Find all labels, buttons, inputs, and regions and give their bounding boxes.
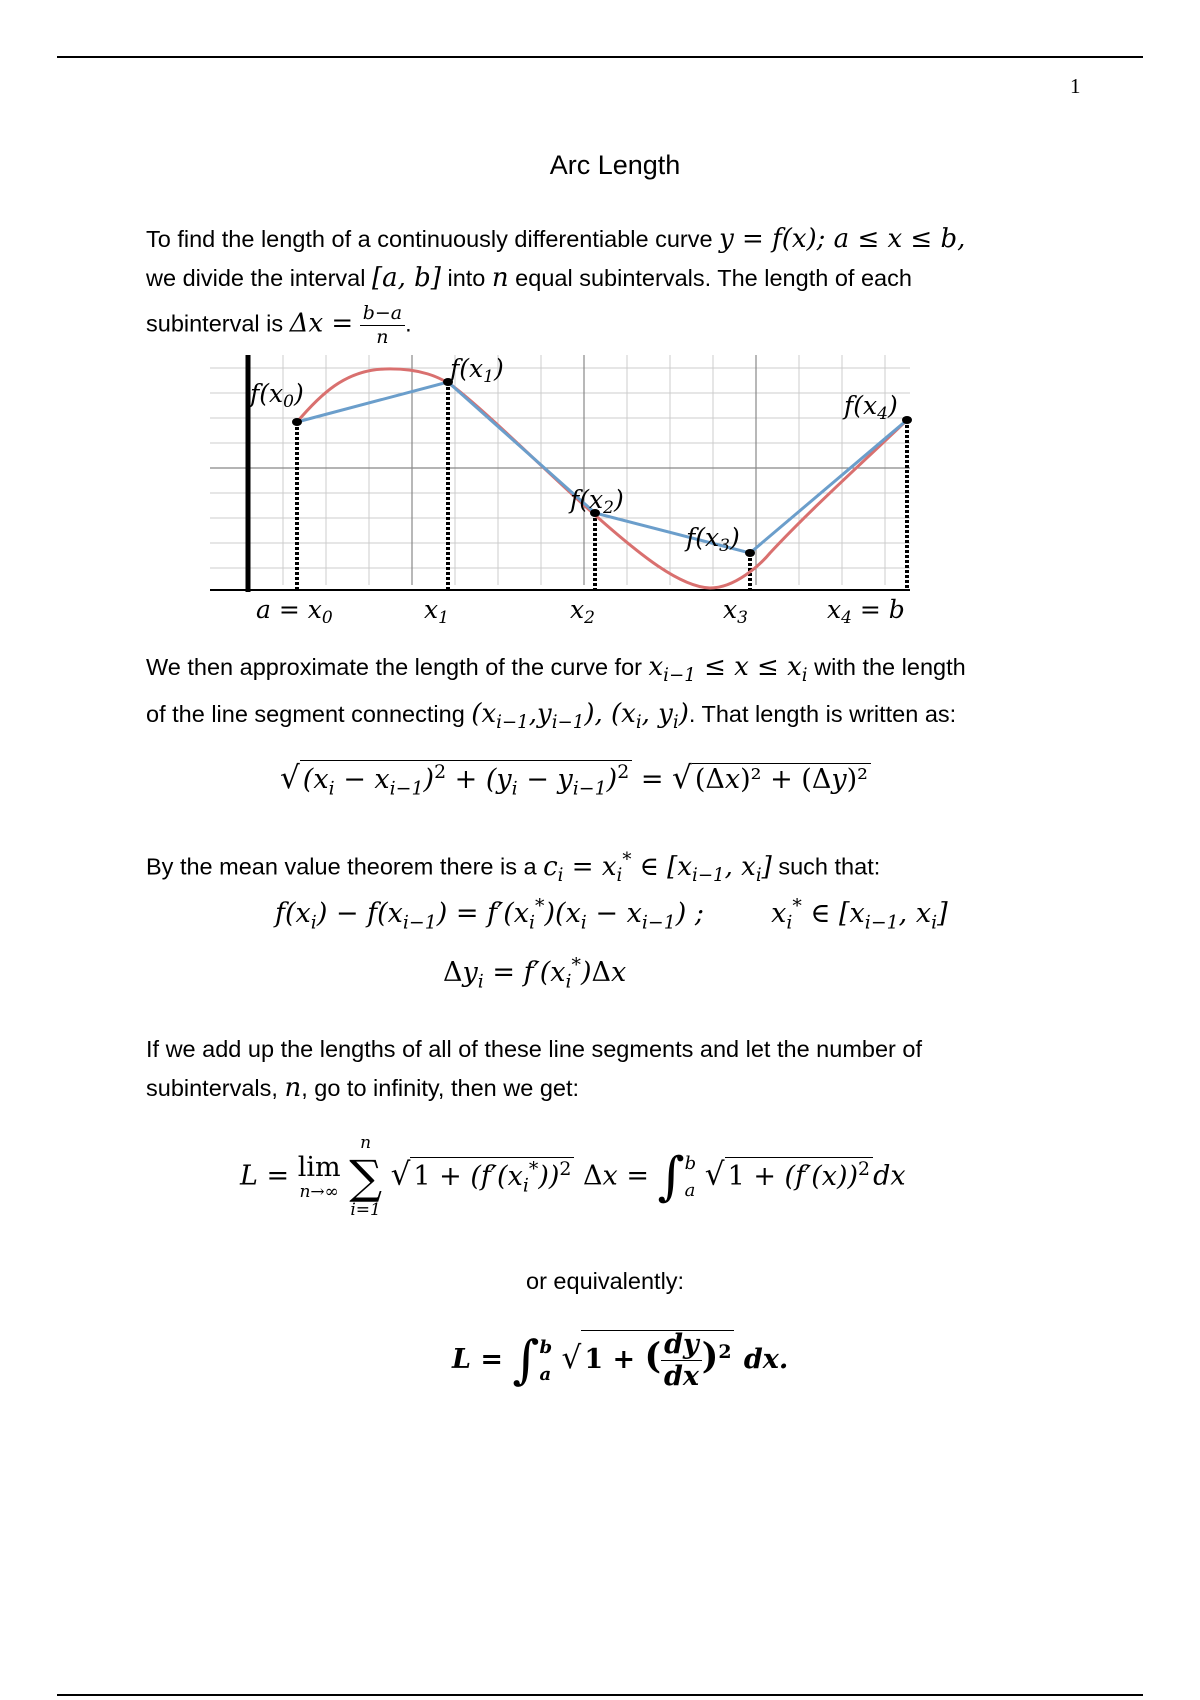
major-grid-lines — [210, 355, 910, 585]
limit-operator: lim n→∞ — [297, 1151, 341, 1202]
intro-line-3: subinterval is Δx = $\frac{b-a}{n}$ . — [146, 302, 412, 348]
mvt-equation: $f(x_i) - f(x_{i-1}) = f'(x_i^*)(x_i - x_{i-1})$ ; $x_i^*$ ∈ [$x_{i-1}$, $x_i$] — [275, 895, 948, 934]
integral-sign-2: ∫ — [512, 1330, 540, 1391]
label-f-x1: $f(x_1)$ — [450, 354, 504, 387]
points-math: $(x_{i-1},y_{i-1})$, ($x_i$, $y_i$) — [471, 699, 689, 734]
n-math: n — [491, 263, 509, 293]
grid-lines — [210, 355, 910, 585]
distance-equation: √ $(x_i - x_{i-1})^2 + (y_i - y_{i-1})^2$ = √ (Δx)² + (Δy)² — [280, 760, 871, 799]
intro-line-1: To find the length of a continuously differentiable curve y = f(x); a ≤ x ≤ b, — [146, 224, 966, 254]
dy-dx-fraction: $\frac{dy}{dx}$ — [661, 1331, 702, 1390]
arc-length-limit-equation: L = lim n→∞ n ∑ i=1 √ $1 + (f'(x_i^*))^2$ Δx = ∫ b a √ $1 + (f'(x))^2$ dx — [240, 1133, 906, 1220]
label-x2: $x_2$ — [570, 595, 595, 628]
approx-line-1: We then approximate the length of the curve for $x_{i-1} \le x \le x_i$ with the length — [146, 652, 966, 687]
curve-definition-math: y = f(x); a ≤ x ≤ b, — [719, 224, 966, 254]
label-f-x2: $f(x_2)$ — [570, 485, 624, 518]
label-x4-b: $x_4 = b$ — [827, 595, 905, 628]
arc-length-formula: L = ∫ b a √ 1 + ( $\frac{dy}{dx}$ )$^2$ dx. — [452, 1329, 789, 1392]
page-number: 1 — [1070, 74, 1081, 98]
label-f-x3: $f(x_3)$ — [686, 523, 740, 556]
limit-paragraph — [146, 1030, 1106, 1108]
limit-line-1: If we add up the lengths of all of these line segments and let the number of — [146, 1036, 922, 1062]
approx-line-2: of the line segment connecting $(x_{i-1},y_{i-1})$, ($x_i$, $y_i$). That length is written as: — [146, 699, 957, 734]
label-f-x0: $f(x_0)$ — [250, 379, 304, 412]
delta-x-math: Δx = — [289, 308, 354, 339]
ci-math: $c_i = x_i^*$ ∈ [$x_{i-1}$, $x_i$] — [543, 849, 772, 886]
top-rule — [57, 56, 1143, 58]
delta-y-equation: $\Delta y_i = f'(x_i^*)\Delta x$ — [443, 954, 627, 993]
mvt-paragraph: By the mean value theorem there is a $c_i = x_i^*$ ∈ [$x_{i-1}$, $x_i$] such that: — [146, 849, 881, 886]
integral-sign: ∫ — [657, 1147, 685, 1207]
subinterval-math: $x_{i-1} \le x \le x_i$ — [648, 652, 808, 687]
page-title: Arc Length — [549, 150, 681, 180]
intro-paragraph — [146, 220, 1106, 347]
bottom-rule — [57, 1694, 1143, 1696]
delta-x-fraction: $\frac{b-a}{n}$ — [360, 304, 405, 347]
interval-math: [a, b] — [371, 263, 441, 293]
curve-f — [297, 369, 907, 588]
or-equivalently-text: or equivalently: — [526, 1268, 685, 1294]
label-x3: $x_3$ — [723, 595, 748, 628]
label-f-x4: $f(x_4)$ — [844, 391, 898, 424]
sum-operator: n ∑ i=1 — [349, 1133, 383, 1220]
arc-length-figure — [210, 350, 920, 630]
limit-line-2: subintervals, n, go to infinity, then we get: — [146, 1073, 580, 1103]
intro-line-2: we divide the interval [a, b] into n equal subintervals. The length of each — [146, 263, 912, 293]
label-a-x0: $a = x_0$ — [256, 595, 333, 628]
approximation-paragraph — [146, 648, 1106, 742]
label-x1: $x_1$ — [424, 595, 449, 628]
